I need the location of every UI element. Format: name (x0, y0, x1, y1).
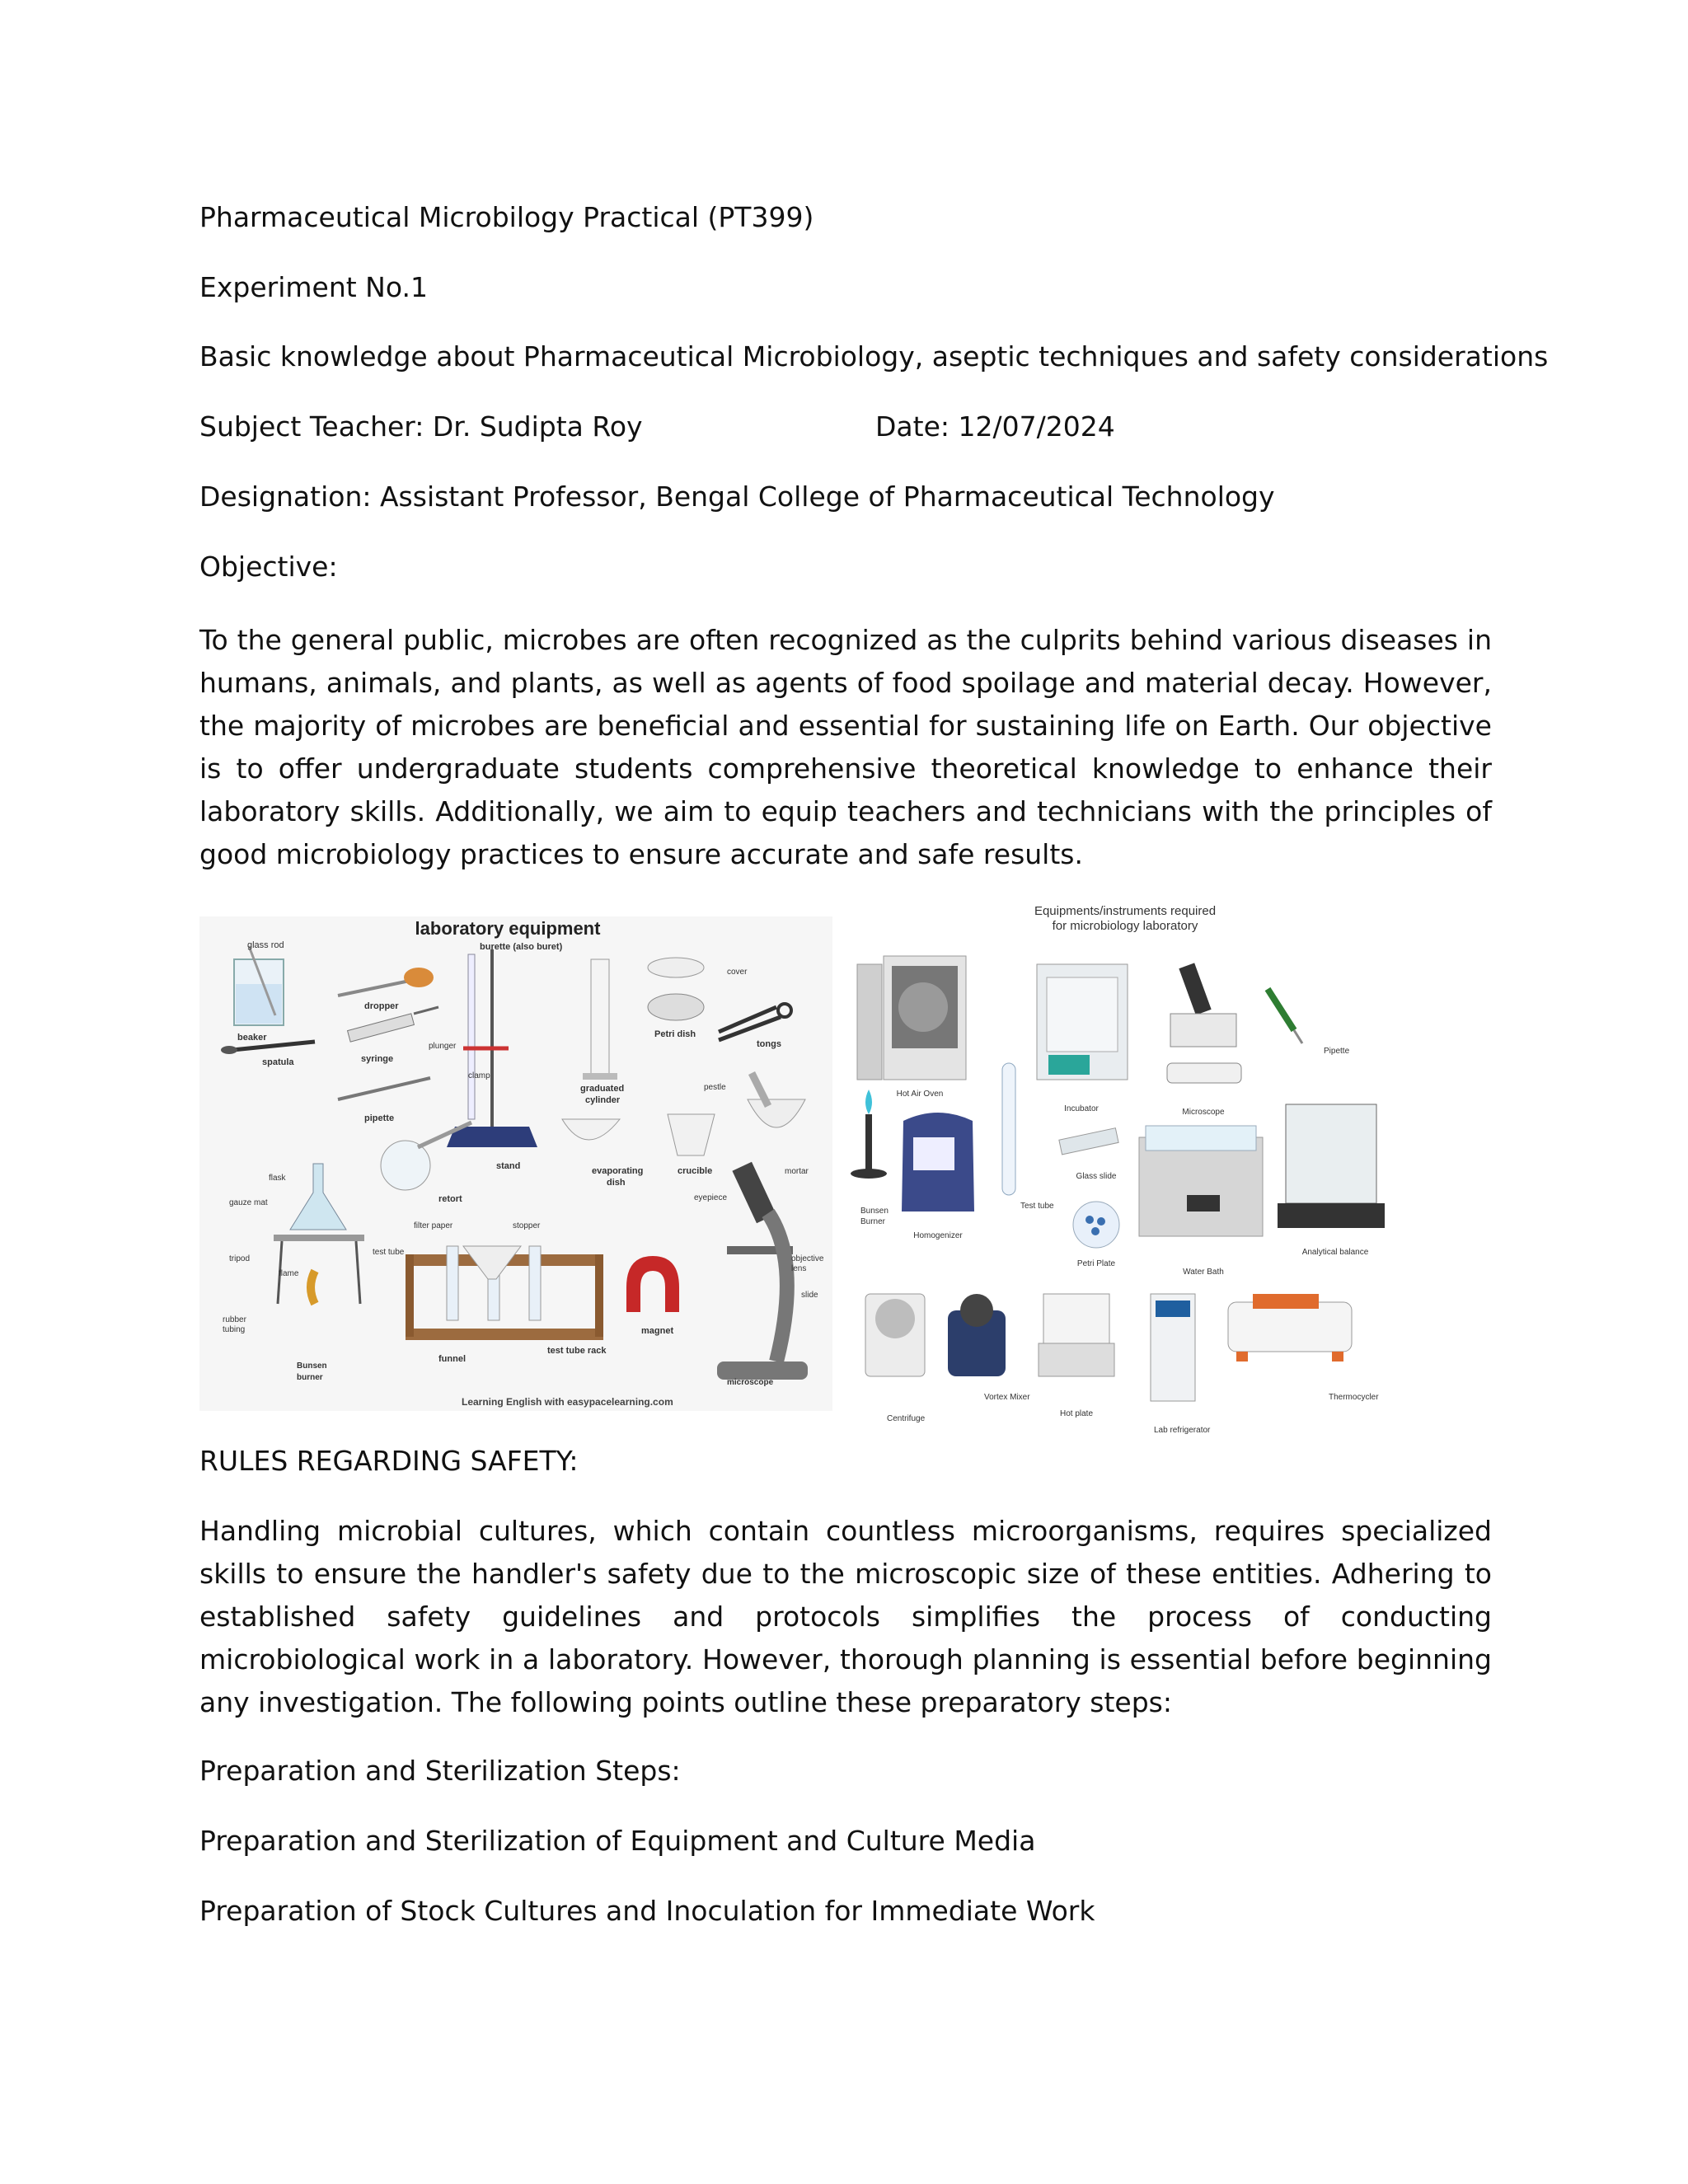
dropper-icon (338, 968, 434, 996)
figure-label: objective (791, 1254, 824, 1263)
figure-label: stand (496, 1161, 521, 1171)
homogenizer-icon (902, 1113, 974, 1212)
figure-label: flask (269, 1174, 286, 1183)
spatula-icon (221, 1042, 315, 1054)
figure-label: crucible (678, 1166, 713, 1176)
figure-label: evaporating (592, 1166, 644, 1176)
objective-paragraph: To the general public, microbes are often recognized as the culprits behind various diseases in humans, animals, and plants, as well as agents of food spoilage and material decay. However, the majority of microbes are beneficial and essential for sustaining life on Earth. Our objective is to offer undergraduate students comprehensive theoretical knowledge to enhance their laboratory skills. Additionally, we aim to equip teachers and technicians with the principles of good microbiology practices to ensure accurate and safe results. (199, 624, 1492, 870)
figure-label: Burner (860, 1217, 886, 1226)
figure-label: spatula (262, 1057, 294, 1067)
microscope-icon (1167, 963, 1241, 1083)
figure-label: test tube rack (547, 1346, 607, 1356)
figure-label: Pipette (1324, 1047, 1350, 1056)
pipette-icon (338, 1078, 430, 1099)
petri-plate-icon (1073, 1202, 1119, 1248)
figure-label: Bunsen (860, 1207, 889, 1216)
evaporating-dish-icon (562, 1119, 620, 1140)
figure-label: graduated (580, 1084, 625, 1094)
graduated-cylinder-icon (583, 959, 617, 1080)
crucible-icon (668, 1114, 715, 1155)
thermocycler-icon (1228, 1294, 1352, 1361)
figure-label: Incubator (1064, 1104, 1099, 1113)
figure-label: Hot plate (1059, 1409, 1094, 1418)
burette-stand-icon (447, 949, 537, 1147)
test-tube-rack-icon (406, 1246, 603, 1340)
figure-label: dropper (364, 1001, 399, 1011)
figure-label: Microscope (1182, 1108, 1225, 1117)
figure-label: Petri dish (654, 1029, 696, 1039)
figure-label: Lab refrigerator (1154, 1426, 1211, 1435)
figure-label: Glass slide (1076, 1172, 1117, 1181)
figure-label: plunger (429, 1042, 457, 1051)
mortar-pestle-icon (748, 1073, 805, 1127)
figure-label: funnel (438, 1354, 466, 1364)
figure-label: filter paper (414, 1221, 453, 1230)
glass-slide-icon (1059, 1128, 1118, 1155)
figure-label: magnet (641, 1326, 674, 1336)
prep-item-2: Preparation of Stock Cultures and Inoculation for Immediate Work (199, 1895, 1095, 1927)
figure-label: beaker (237, 1033, 267, 1043)
figure-label: Petri Plate (1076, 1259, 1116, 1268)
figure-label: lens (791, 1264, 807, 1273)
figure-label: Homogenizer (913, 1231, 963, 1240)
figure-label: Water Bath (1183, 1268, 1224, 1277)
figure-label: pestle (704, 1083, 726, 1092)
figure-label: dish (607, 1178, 626, 1188)
figure-label: cylinder (585, 1095, 621, 1105)
lab-refrigerator-icon (1151, 1294, 1195, 1401)
experiment-date: Date: 12/07/2024 (875, 410, 1115, 443)
figure-label: slide (801, 1291, 818, 1300)
figure-label: Test tube (1020, 1202, 1054, 1211)
figure-label: Centrifuge (887, 1414, 926, 1423)
figure-label: syringe (361, 1054, 394, 1064)
pipette-icon (1268, 989, 1302, 1043)
hot-air-oven-icon (857, 956, 966, 1080)
figure-label: pipette (364, 1113, 395, 1123)
flask-tripod-icon (274, 1164, 364, 1304)
syringe-icon (348, 1007, 438, 1042)
figure-label: rubber (223, 1315, 246, 1324)
laboratory-equipment-figure (199, 916, 832, 1411)
microbiology-instruments-figure (841, 898, 1418, 1451)
figure-label: gauze mat (229, 1198, 268, 1207)
figure-label: mortar (785, 1167, 809, 1176)
figure-label: glass rod (247, 940, 284, 950)
magnet-icon (626, 1256, 679, 1312)
figure-label: Bunsen (297, 1361, 327, 1371)
teacher-designation: Designation: Assistant Professor, Bengal College of Pharmaceutical Technology (199, 480, 1275, 513)
figure-right-title-1: Equipments/instruments required (1034, 904, 1217, 918)
experiment-topic: Basic knowledge about Pharmaceutical Microbiology, aseptic techniques and safety considerations (199, 340, 1549, 373)
test-tube-icon (1002, 1063, 1015, 1195)
figure-label: Vortex Mixer (984, 1393, 1030, 1402)
figure-label: Thermocycler (1329, 1393, 1379, 1402)
safety-paragraph: Handling microbial cultures, which contain countless microorganisms, requires specialized skills to ensure the handler's safety due to the microscopic size of these entities. Adhering to established safety guidelines and protocols simplifies the process of conducting microbiological work in a laboratory. However, thorough planning is essential before beginning any investigation. The following points outline these preparatory steps: (199, 1515, 1492, 1718)
vortex-mixer-icon (948, 1294, 1006, 1376)
figure-left-credit: Learning English with easypacelearning.com (462, 1396, 673, 1408)
figure-label: retort (438, 1194, 462, 1204)
prep-item-1: Preparation and Sterilization of Equipment and Culture Media (199, 1825, 1036, 1857)
petri-dish-icon (648, 958, 704, 1020)
figure-label: clamp (468, 1071, 490, 1080)
figure-label: microscope (727, 1378, 774, 1387)
figure-label: burner (297, 1373, 323, 1382)
beaker-icon (234, 946, 284, 1025)
figure-label: stopper (513, 1221, 541, 1230)
analytical-balance-icon (1278, 1104, 1385, 1228)
figure-label: tripod (229, 1254, 251, 1263)
figure-left-title: laboratory equipment (415, 918, 601, 939)
figure-label: eyepiece (694, 1193, 728, 1202)
objective-heading: Objective: (199, 551, 338, 583)
figure-label: flame (279, 1269, 299, 1278)
experiment-number: Experiment No.1 (199, 271, 428, 303)
figure-right-title-2: for microbiology laboratory (1052, 919, 1198, 933)
figure-label: tongs (757, 1039, 781, 1049)
subject-teacher: Subject Teacher: Dr. Sudipta Roy (199, 410, 643, 443)
figure-label: tubing (223, 1325, 246, 1334)
prep-heading: Preparation and Sterilization Steps: (199, 1755, 681, 1787)
water-bath-icon (1139, 1126, 1263, 1236)
figure-label: Analytical balance (1301, 1248, 1369, 1257)
centrifuge-icon (865, 1294, 925, 1376)
figure-label: Hot Air Oven (896, 1090, 944, 1099)
figure-label: cover (727, 968, 748, 977)
bunsen-burner-icon (851, 1090, 887, 1179)
incubator-icon (1037, 964, 1128, 1080)
course-title: Pharmaceutical Microbilogy Practical (PT399) (199, 201, 814, 233)
tongs-icon (719, 1004, 791, 1040)
safety-heading: RULES REGARDING SAFETY: (199, 1445, 579, 1477)
figure-label: burette (also buret) (480, 942, 563, 952)
hot-plate-icon (1039, 1294, 1114, 1376)
figure-label: test tube (373, 1248, 405, 1257)
